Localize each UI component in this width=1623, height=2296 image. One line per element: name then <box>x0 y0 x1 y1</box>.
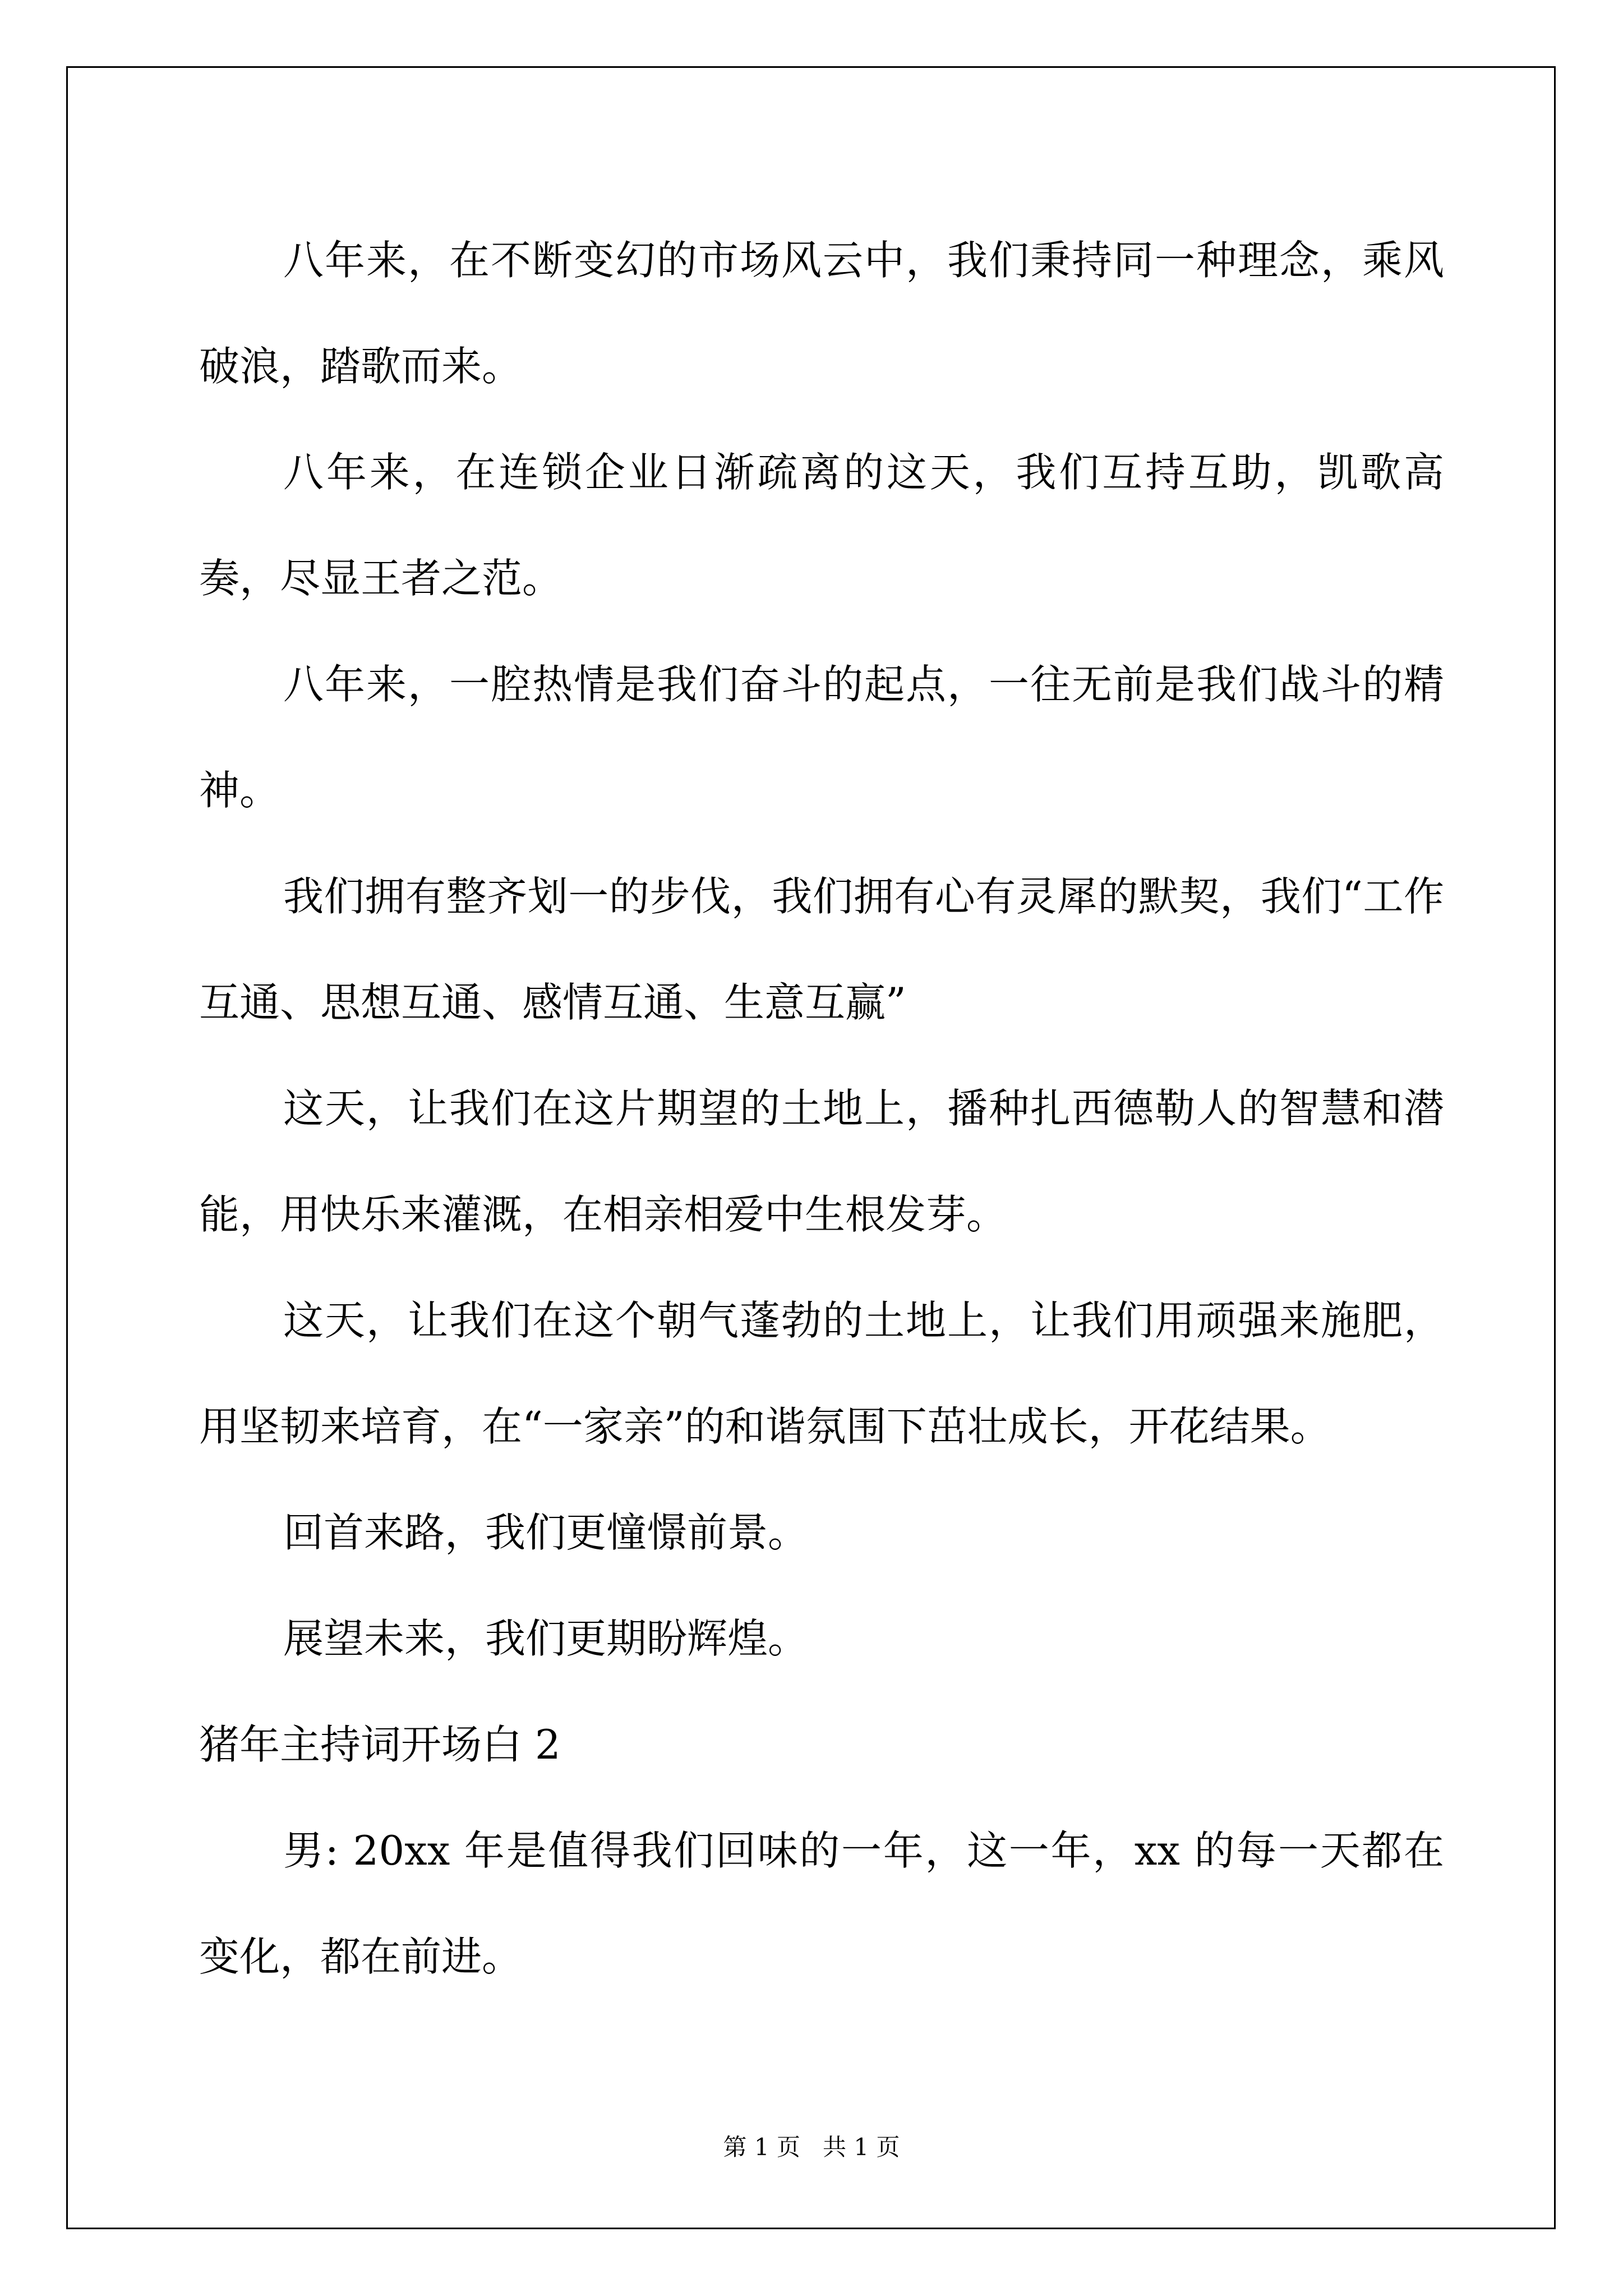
paragraph: 八年来，在连锁企业日渐疏离的这天，我们互持互助，凯歌高奏，尽显王者之范。 <box>199 449 1444 602</box>
document-body <box>199 208 1444 2010</box>
paragraph: 这天，让我们在这个朝气蓬勃的土地上，让我们用顽强来施肥，用坚韧来培育，在“一家亲”的和谐氛围下茁壮成长，开花结果。 <box>199 1297 1444 1450</box>
page-footer: 第 1 页 共 1 页 <box>723 2133 900 2161</box>
paragraph: 这天，让我们在这片期望的土地上，播种扎西德勒人的智慧和潜能，用快乐来灌溉，在相亲相爱中生根发芽。 <box>199 1085 1444 1238</box>
paragraph: 八年来，一腔热情是我们奋斗的起点，一往无前是我们战斗的精神。 <box>199 661 1444 814</box>
section-heading: 猪年主持词开场白 2 <box>199 1721 561 1768</box>
paragraph: 我们拥有整齐划一的步伐，我们拥有心有灵犀的默契，我们“工作互通、思想互通、感情互通、生意互赢” <box>199 873 1444 1026</box>
paragraph: 男: 20xx 年是值得我们回味的一年，这一年，xx 的每一天都在变化，都在前进。 <box>199 1827 1444 1980</box>
paragraph: 展望未来，我们更期盼辉煌。 <box>283 1615 809 1662</box>
paragraph: 八年来，在不断变幻的市场风云中，我们秉持同一种理念，乘风破浪，踏歌而来。 <box>199 237 1444 390</box>
paragraph: 回首来路，我们更憧憬前景。 <box>283 1509 809 1556</box>
